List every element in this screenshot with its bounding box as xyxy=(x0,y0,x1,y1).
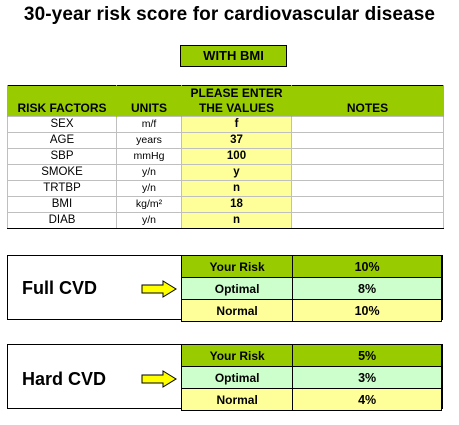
table-row xyxy=(182,256,442,278)
factor-label: DIAB xyxy=(8,213,117,229)
unit-label: years xyxy=(117,133,182,149)
factor-label: SEX xyxy=(8,117,117,133)
note-cell[interactable] xyxy=(292,117,444,133)
table-row xyxy=(182,300,442,322)
table-row xyxy=(8,197,444,213)
note-cell[interactable] xyxy=(292,133,444,149)
note-cell[interactable] xyxy=(292,181,444,197)
factor-label: BMI xyxy=(8,197,117,213)
diab-input[interactable]: n xyxy=(182,213,292,229)
page-title: 30-year risk score for cardiovascular disease xyxy=(23,4,436,25)
with-bmi-badge: WITH BMI xyxy=(180,45,287,67)
bmi-input[interactable]: 18 xyxy=(182,197,292,213)
note-cell[interactable] xyxy=(292,149,444,165)
optimal-value: 8% xyxy=(293,278,442,300)
unit-label: m/f xyxy=(117,117,182,133)
your-risk-value: 5% xyxy=(293,345,442,367)
normal-value: 4% xyxy=(293,389,442,411)
optimal-label: Optimal xyxy=(182,367,293,389)
factor-label: TRTBP xyxy=(8,181,117,197)
table-row xyxy=(182,345,442,367)
hard-cvd-panel xyxy=(7,344,443,409)
full-cvd-results xyxy=(181,255,442,322)
factor-label: SMOKE xyxy=(8,165,117,181)
age-input[interactable]: 37 xyxy=(182,133,292,149)
optimal-value: 3% xyxy=(293,367,442,389)
sbp-input[interactable]: 100 xyxy=(182,149,292,165)
table-row xyxy=(8,117,444,133)
factor-label: AGE xyxy=(8,133,117,149)
table-row xyxy=(8,213,444,229)
sex-input[interactable]: f xyxy=(182,117,292,133)
table-row xyxy=(182,389,442,411)
table-row xyxy=(182,278,442,300)
unit-label: mmHg xyxy=(117,149,182,165)
right-arrow-icon xyxy=(141,370,177,388)
your-risk-label: Your Risk xyxy=(182,256,293,278)
unit-label: kg/m² xyxy=(117,197,182,213)
optimal-label: Optimal xyxy=(182,278,293,300)
unit-label: y/n xyxy=(117,213,182,229)
table-row xyxy=(8,133,444,149)
note-cell[interactable] xyxy=(292,197,444,213)
table-row xyxy=(8,181,444,197)
normal-label: Normal xyxy=(182,300,293,322)
risk-factors-table xyxy=(7,85,444,229)
notes-header: NOTES xyxy=(292,101,444,117)
table-row xyxy=(8,149,444,165)
enter-values-header-line1: PLEASE ENTER xyxy=(182,86,292,102)
factor-label: SBP xyxy=(8,149,117,165)
table-row xyxy=(182,367,442,389)
note-cell[interactable] xyxy=(292,165,444,181)
units-header: UNITS xyxy=(117,101,182,117)
your-risk-label: Your Risk xyxy=(182,345,293,367)
hard-cvd-results xyxy=(181,344,442,411)
normal-value: 10% xyxy=(293,300,442,322)
smoke-input[interactable]: y xyxy=(182,165,292,181)
full-cvd-label: Full CVD xyxy=(22,278,97,298)
trtbp-input[interactable]: n xyxy=(182,181,292,197)
full-cvd-panel xyxy=(7,255,443,320)
enter-values-header-line2: THE VALUES xyxy=(182,101,292,117)
table-row xyxy=(8,165,444,181)
hard-cvd-label: Hard CVD xyxy=(22,369,107,389)
right-arrow-icon xyxy=(141,280,177,298)
risk-factors-header: RISK FACTORS xyxy=(8,101,117,117)
normal-label: Normal xyxy=(182,389,293,411)
note-cell[interactable] xyxy=(292,213,444,229)
unit-label: y/n xyxy=(117,165,182,181)
your-risk-value: 10% xyxy=(293,256,442,278)
unit-label: y/n xyxy=(117,181,182,197)
